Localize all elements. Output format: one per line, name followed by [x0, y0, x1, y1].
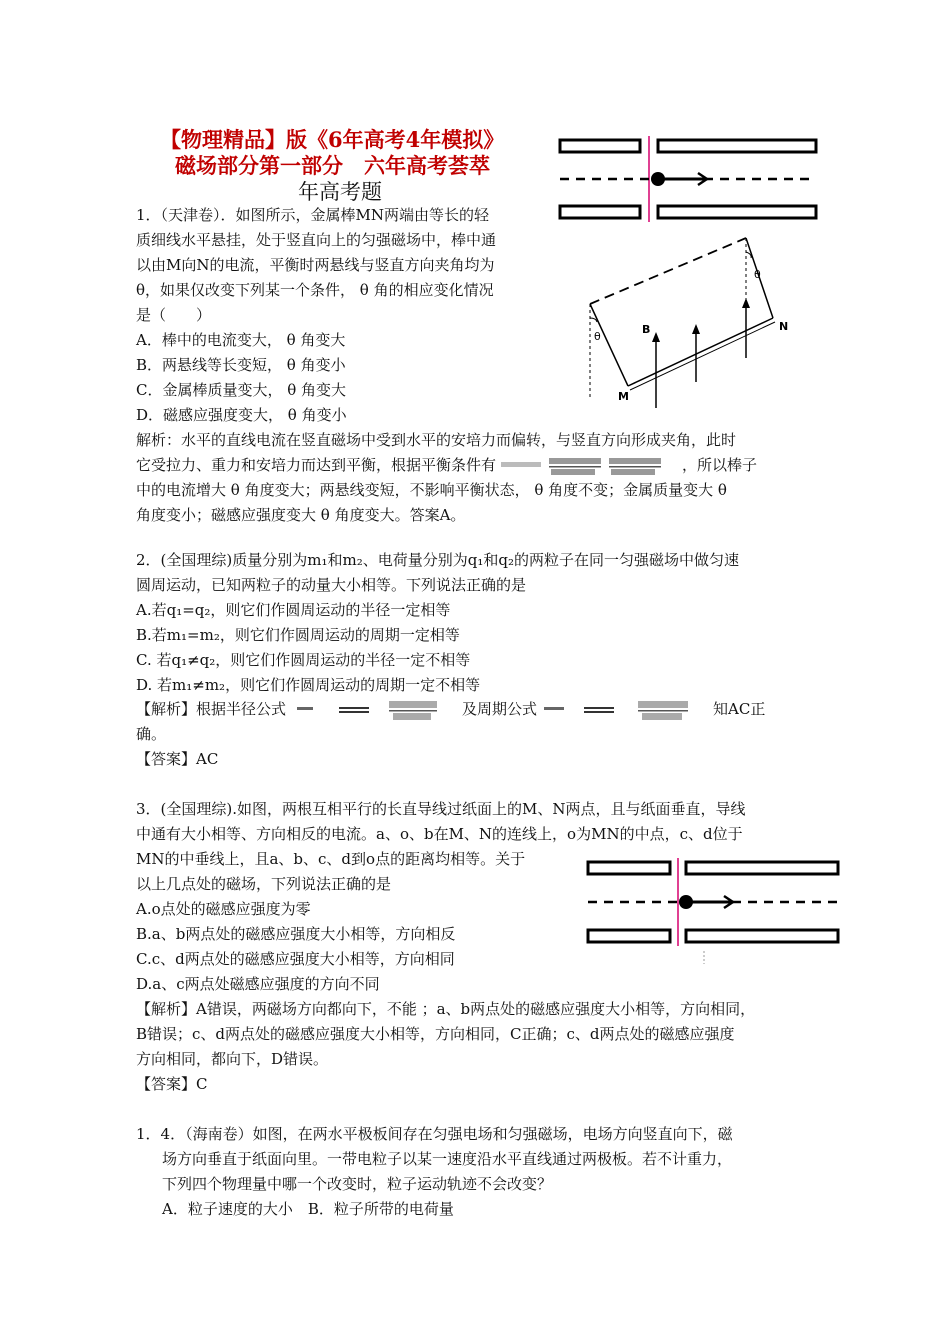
formula-period	[540, 698, 710, 722]
q1-line-3: 以由M向N的电流，平衡时两悬线与竖直方向夹角均为	[136, 256, 495, 274]
q2-analysis	[136, 698, 765, 722]
q2-analysis-a: 【解析】根据半径公式	[136, 700, 287, 718]
q2-line-2: 圆周运动，已知两粒子的动量大小相等。下列说法正确的是	[136, 576, 527, 594]
q1-line-5: 是（ ）	[136, 306, 212, 324]
fig-label-theta-right: θ	[754, 268, 761, 281]
figure-plates-mid	[586, 856, 841, 966]
q3-analysis-1: 【解析】A错误，两磁场方向都向下，不能 ；a、b两点处的磁感应强度大小相等，方向相同，	[136, 1000, 756, 1018]
q3-line-2: 中通有大小相等、方向相反的电流。a、o、b在M、N的连线上，o为MN的中点，c、d位于	[136, 825, 743, 843]
q1-line-2: 质细线水平悬挂，处于竖直向上的匀强磁场中，棒中通	[136, 231, 497, 249]
q1-line-1: 1．（天津卷）．如图所示，金属棒MN两端由等长的轻	[136, 206, 490, 224]
q3-option-d: D.a、c两点处磁感应强度的方向不同	[136, 975, 380, 993]
q1-analysis-3: 中的电流增大 θ 角度变大；两悬线变短，不影响平衡状态， θ 角度不变；金属质量变大 θ	[136, 481, 727, 499]
q2-option-a: A.若q₁=q₂，则它们作圆周运动的半径一定相等	[136, 601, 451, 619]
q2-option-d: D. 若m₁≠m₂，则它们作圆周运动的周期一定不相等	[136, 676, 481, 694]
fig-label-m: M	[618, 390, 629, 403]
q1-option-a: A．棒中的电流变大， θ 角变大	[136, 331, 346, 349]
formula-radius	[289, 698, 459, 722]
q3-answer: 【答案】C	[136, 1075, 208, 1093]
q2-analysis-d: 确。	[136, 725, 167, 743]
q1-analysis-1: 解析：水平的直线电流在竖直磁场中受到水平的安培力而偏转，与竖直方向形成夹角，此时	[136, 431, 737, 449]
q2-analysis-b: 及周期公式	[462, 700, 538, 718]
q1-line-4: θ，如果仅改变下列某一个条件， θ 角的相应变化情况	[136, 281, 494, 299]
q4-line-2: 场方向垂直于纸面向里。一带电粒子以某一速度沿水平直线通过两极板。若不计重力，	[162, 1150, 733, 1168]
q2-line-1: 2．(全国理综)质量分别为m₁和m₂、电荷量分别为q₁和q₂的两粒子在同一匀强磁场中做匀速	[136, 551, 739, 569]
q2-answer: 【答案】AC	[136, 750, 219, 768]
figure-plates-top	[558, 134, 818, 224]
title-line-2: 磁场部分第一部分 六年高考荟萃	[175, 153, 490, 178]
q3-line-3: MN的中垂线上，且a、b、c、d到o点的距离均相等。关于	[136, 850, 526, 868]
subtitle: 年高考题	[298, 180, 382, 204]
q3-option-b: B.a、b两点处的磁感应强度大小相等，方向相反	[136, 925, 456, 943]
q3-analysis-2: B错误；c、d两点处的磁感应强度大小相等，方向相同，C正确；c、d两点处的磁感应强度	[136, 1025, 735, 1043]
figure-hanging-rod	[578, 232, 818, 412]
fig-label-b: B	[642, 323, 651, 336]
q1-option-c: C．金属棒质量变大， θ 角变大	[136, 381, 347, 399]
q3-analysis-3: 方向相同，都向下，D错误。	[136, 1050, 329, 1068]
q1-analysis-4: 角度变小；磁感应强度变大 θ 角度变大。答案A。	[136, 506, 466, 524]
title-line-1: 【物理精品】版《6年高考4年模拟》	[160, 127, 505, 152]
q1-analysis-2a: 它受拉力、重力和安培力而达到平衡，根据平衡条件有	[136, 456, 497, 474]
fig-label-theta-left: θ	[594, 330, 601, 343]
q2-analysis-c: 知AC正	[713, 700, 766, 718]
q1-analysis-2	[136, 455, 757, 476]
q1-option-b: B．两悬线等长变短， θ 角变小	[136, 356, 346, 374]
q2-option-b: B.若m₁=m₂，则它们作圆周运动的周期一定相等	[136, 626, 460, 644]
q4-option-ab: A．粒子速度的大小 B．粒子所带的电荷量	[162, 1200, 454, 1218]
q3-line-1: 3．(全国理综).如图，两根互相平行的长直导线过纸面上的M、N两点，且与纸面垂直，导线	[136, 800, 746, 818]
q3-line-4: 以上几点处的磁场，下列说法正确的是	[136, 875, 392, 893]
q1-option-d: D．磁感应强度变大， θ 角变小	[136, 406, 347, 424]
q4-line-1: 1．4．（海南卷）如图，在两水平极板间存在匀强电场和匀强磁场，电场方向竖直向下，磁	[136, 1125, 733, 1143]
q2-option-c: C. 若q₁≠q₂，则它们作圆周运动的半径一定不相等	[136, 651, 471, 669]
q3-option-a: A.o点处的磁感应强度为零	[136, 900, 311, 918]
q3-option-c: C.c、d两点处的磁感应强度大小相等，方向相同	[136, 950, 455, 968]
formula-tan-theta	[499, 456, 679, 476]
fig-label-n: N	[779, 320, 789, 333]
q1-analysis-2b: ，所以棒子	[682, 456, 758, 474]
q4-line-3: 下列四个物理量中哪一个改变时，粒子运动轨迹不会改变？	[162, 1175, 553, 1193]
